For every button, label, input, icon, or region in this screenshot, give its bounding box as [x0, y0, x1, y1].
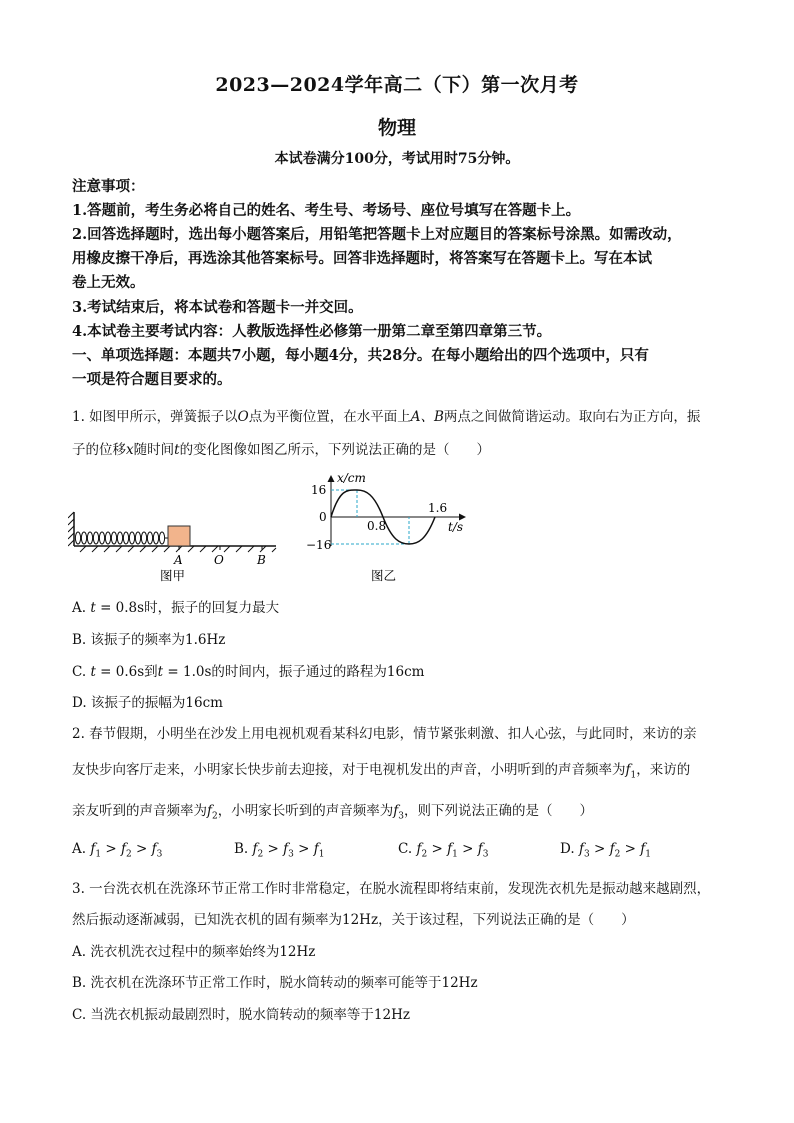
graph-tick-0: 0 [319, 510, 327, 524]
notice-item-2-line-2: 用橡皮擦干净后，再选涂其他答案标号。回答非选择题时，将答案写在答题卡上。写在本试 [72, 250, 652, 267]
graph-tick-1.6: 1.6 [428, 501, 448, 515]
q1-line-2: 子的位移x随时间t的变化图像如图乙所示，下列说法正确的是（ ） [72, 442, 491, 458]
subject-title: 物理 [377, 117, 416, 139]
q2-option-B: B. $f_2 > f_3 > f_1$ [234, 841, 325, 860]
q1-option-B: B. 该振子的频率为1.6Hz [72, 632, 226, 648]
q3-option-B: B. 洗衣机在洗涤环节正常工作时，脱水筒转动的频率可能等于12Hz [72, 975, 478, 991]
notice-item-2-line-1: 2.回答选择题时，选出每小题答案后，用铅笔把答题卡上对应题目的答案标号涂黑。如需改动， [72, 226, 682, 243]
graph-tick-16: 16 [311, 483, 327, 497]
label-B: B [257, 553, 266, 567]
exam-title: 2023—2024学年高二（下）第一次月考 [215, 74, 579, 96]
section-1-line-2: 一项是符合题目要求的。 [72, 371, 232, 388]
notice-item-3: 3.考试结束后，将本试卷和答题卡一并交回。 [72, 299, 363, 316]
q3-option-A: A. 洗衣机洗衣过程中的频率始终为12Hz [72, 944, 316, 960]
displacement-time-graph [305, 470, 480, 588]
notice-heading: 注意事项： [72, 178, 145, 195]
q1-option-D: D. 该振子的振幅为16cm [72, 695, 223, 711]
q2-line-1: 2. 春节假期，小明坐在沙发上用电视机观看某科幻电影，情节紧张刺激、扣人心弦，与此同时，来访的亲 [72, 726, 697, 742]
ground-hatch [80, 546, 276, 552]
section-1-line-1: 一、单项选择题：本题共7小题，每小题4分，共28分。在每小题给出的四个选项中，只有 [72, 347, 649, 364]
q2-line-2: 友快步向客厅走来，小明家长快步前去迎接，对于电视机发出的声音，小明听到的声音频率为$f_1$，来访的 [72, 762, 691, 781]
notice-item-2-line-3: 卷上无效。 [72, 274, 145, 291]
q2-line-3: 亲友听到的声音频率为$f_2$，小明家长听到的声音频率为$f_3$，则下列说法正确的是（ ） [72, 803, 593, 822]
q1-option-C: C. t = 0.6s到t = 1.0s的时间内，振子通过的路程为16cm [72, 664, 425, 680]
graph-y-label: x/cm [337, 471, 366, 485]
label-A: A [174, 553, 183, 567]
graph-x-label: t/s [448, 520, 464, 534]
q1-line-1: 1. 如图甲所示，弹簧振子以O点为平衡位置，在水平面上A、B两点之间做简谐运动。取向右为正方向，振 [72, 409, 701, 425]
notice-item-4: 4.本试卷主要考试内容：人教版选择性必修第一册第二章至第四章第三节。 [72, 323, 552, 340]
graph-tick-minus-16: −16 [306, 538, 332, 552]
graph-tick-0.8: 0.8 [367, 519, 387, 533]
wall-hatch [68, 512, 74, 546]
q3-line-1: 3. 一台洗衣机在洗涤环节正常工作时非常稳定，在脱水流程即将结束前，发现洗衣机先是振动越来越剧烈， [72, 881, 711, 897]
figure-2-caption: 图乙 [371, 568, 397, 583]
spring-coil [75, 532, 168, 544]
label-O: O [214, 553, 224, 567]
q2-option-C: C. $f_2 > f_1 > f_3$ [398, 841, 489, 860]
q2-option-D: D. $f_3 > f_2 > f_1$ [560, 841, 651, 860]
q3-line-2: 然后振动逐渐减弱，已知洗衣机的固有频率为12Hz，关于该过程，下列说法正确的是（ ） [72, 912, 635, 928]
q1-option-A: A. t = 0.8s时，振子的回复力最大 [72, 600, 280, 616]
score-note: 本试卷满分100分，考试用时75分钟。 [274, 151, 520, 167]
q3-option-C: C. 当洗衣机振动最剧烈时，脱水筒转动的频率等于12Hz [72, 1007, 410, 1023]
notice-item-1: 1.答题前，考生务必将自己的姓名、考生号、考场号、座位号填写在答题卡上。 [72, 202, 581, 219]
spring-oscillator-figure [68, 498, 288, 588]
figure-1-caption: 图甲 [160, 568, 186, 583]
oscillator-block [168, 526, 190, 546]
q2-option-A: A. $f_1 > f_2 > f_3$ [72, 841, 163, 860]
